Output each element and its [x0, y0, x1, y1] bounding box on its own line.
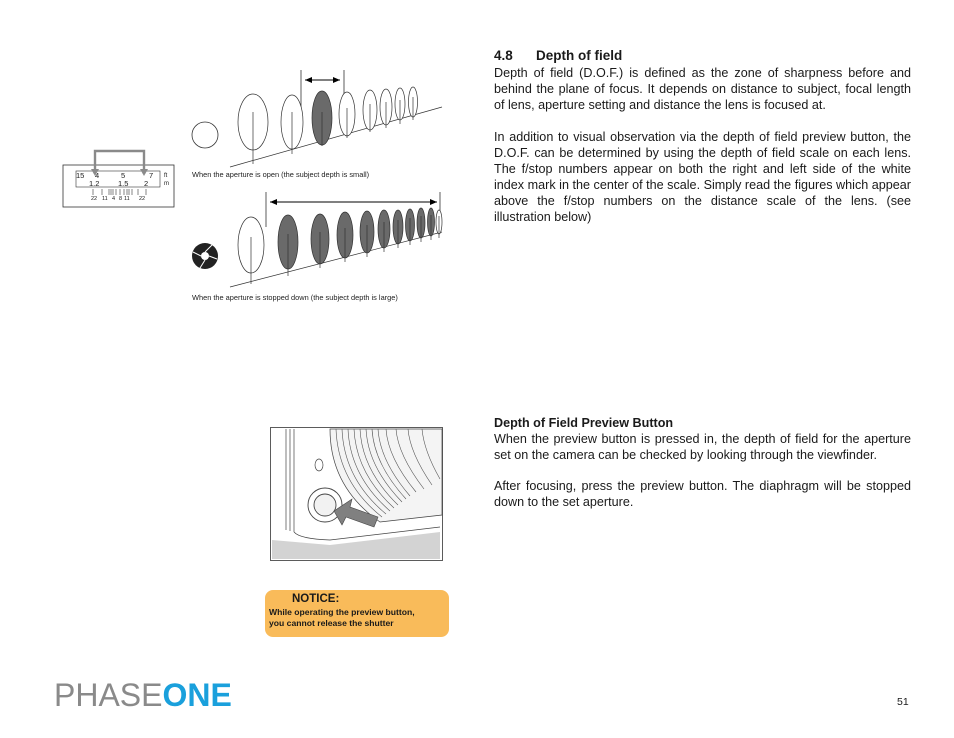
scale-top-7: 7 — [149, 171, 154, 180]
page-number: 51 — [897, 696, 909, 708]
scale-mid-2: 2 — [144, 179, 149, 188]
caption-stopped: When the aperture is stopped down (the subject depth is large) — [192, 293, 398, 302]
logo-one: ONE — [162, 677, 232, 713]
section-title: Depth of field — [536, 48, 623, 63]
scale-bottom-22-right: 22 — [139, 196, 146, 202]
scale-top-5: 5 — [121, 171, 126, 180]
notice-line-1: While operating the preview button, — [269, 607, 415, 617]
dof-paragraph-2: In addition to visual observation via the depth of field preview button, the D.O.F. can be determined by using the depth of field scale on each lens. The f/stop numbers appear on both the right and left side of the white index mark in the center of the scale. Simply read the figures which appear above the f/stop numbers on the distance scale of the lens. (see illustration below) — [494, 130, 911, 224]
notice-line-2: you cannot release the shutter — [269, 618, 394, 628]
trees-open — [238, 87, 418, 164]
scale-bottom-11-left: 11 — [102, 196, 108, 202]
caption-open: When the aperture is open (the subject depth is small) — [192, 170, 370, 179]
notice-box — [265, 590, 449, 637]
preview-paragraph-1: When the preview button is pressed in, the depth of field for the aperture set on the camera can be checked by looking through the viewfinder. — [494, 432, 911, 462]
scale-bottom-8: 8 — [119, 196, 123, 202]
phase-one-logo — [54, 677, 232, 714]
section-number: 4.8 — [494, 48, 513, 63]
notice-title: NOTICE: — [292, 593, 340, 605]
preview-paragraph-2: After focusing, press the preview button. The diaphragm will be stopped down to the set aperture. — [494, 479, 911, 509]
scale-top-15: 15 — [76, 171, 85, 180]
scale-unit-ft: ft — [164, 173, 168, 179]
scale-bottom-11-right: 11 — [124, 196, 130, 202]
scale-bottom-22-left: 22 — [91, 196, 98, 202]
scale-bottom-4: 4 — [112, 196, 116, 202]
scale-mid-1-2: 1.2 — [89, 179, 100, 188]
scale-top-4: 4 — [95, 171, 100, 180]
scale-mid-1-5: 1.5 — [118, 179, 129, 188]
logo-phase: PHASE — [54, 677, 163, 713]
dof-paragraph-1: Depth of field (D.O.F.) is defined as the zone of sharpness before and behind the plane of focus. It depends on distance to subject, focal length of lens, aperture setting and distance the lens is focused at. — [494, 66, 911, 112]
trees-stopped — [238, 208, 442, 284]
preview-button-illustration — [270, 427, 443, 561]
section-heading — [494, 48, 622, 63]
preview-heading: Depth of Field Preview Button — [494, 416, 674, 430]
scale-unit-m: m — [164, 181, 169, 187]
aperture-open-icon — [192, 122, 218, 148]
